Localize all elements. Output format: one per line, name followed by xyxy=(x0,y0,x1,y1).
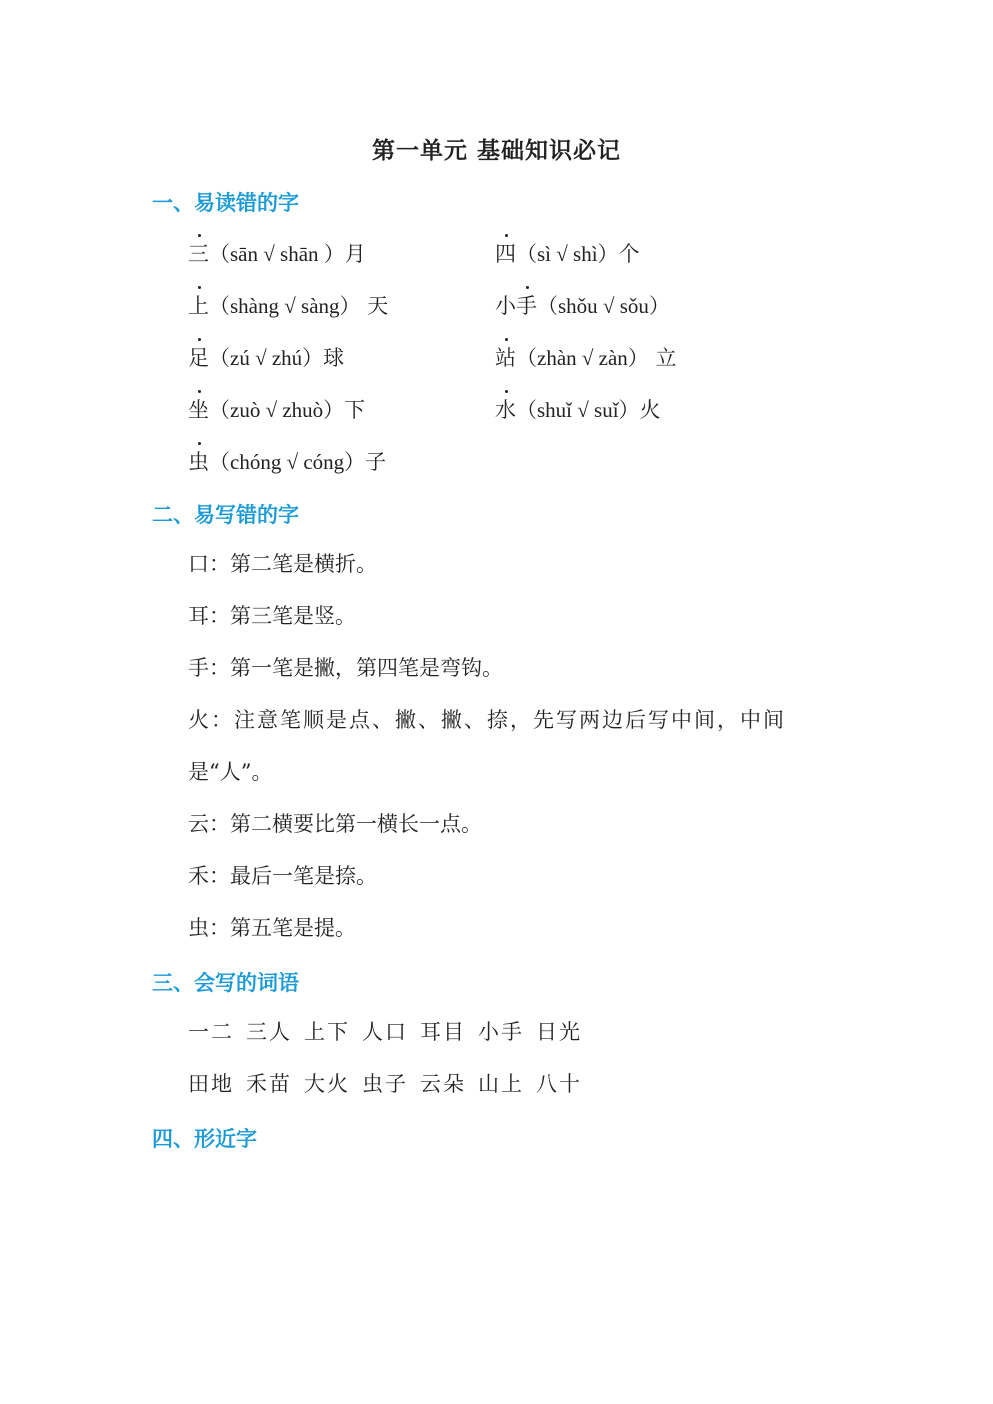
word: 一二 xyxy=(188,1020,234,1044)
pronunciation-item: 上（shàng √ sàng） 天 xyxy=(188,294,389,318)
word: 八十 xyxy=(536,1072,582,1096)
writing-note: 虫：第五笔是提。 xyxy=(188,916,356,940)
marked-char: 手 xyxy=(516,294,537,318)
marked-char: 四 xyxy=(495,242,516,266)
marked-char: 虫 xyxy=(188,450,209,474)
marked-char: 坐 xyxy=(188,398,209,422)
word: 人口 xyxy=(362,1020,408,1044)
word: 禾苗 xyxy=(246,1072,292,1096)
word: 云朵 xyxy=(420,1072,466,1096)
section-heading-words: 三、会写的词语 xyxy=(152,971,299,995)
writing-note: 火：注意笔顺是点、撇、撇、捺，先写两边后写中间，中间 xyxy=(188,708,786,732)
word: 耳目 xyxy=(420,1020,466,1044)
marked-char: 三 xyxy=(188,242,209,266)
word: 上下 xyxy=(304,1020,350,1044)
pronunciation-item: 四（sì √ shì）个 xyxy=(495,242,640,266)
section-heading-pronunciation: 一、易读错的字 xyxy=(152,191,299,215)
word-row xyxy=(188,1070,594,1098)
pronunciation-item: 水（shuǐ √ suǐ）火 xyxy=(495,398,661,422)
pronunciation-item: 小手（shǒu √ sǒu） xyxy=(495,294,670,318)
pronunciation-item: 虫（chóng √ cóng）子 xyxy=(188,450,387,474)
writing-note: 手：第一笔是撇，第四笔是弯钩。 xyxy=(188,656,503,680)
word: 三人 xyxy=(246,1020,292,1044)
word-row xyxy=(188,1018,594,1046)
section-heading-writing: 二、易写错的字 xyxy=(152,503,299,527)
pronunciation-item: 足（zú √ zhú）球 xyxy=(188,346,345,370)
word: 山上 xyxy=(478,1072,524,1096)
writing-note: 是“人”。 xyxy=(188,760,273,784)
writing-note: 耳：第三笔是竖。 xyxy=(188,604,356,628)
marked-char: 上 xyxy=(188,294,209,318)
marked-char: 足 xyxy=(188,346,209,370)
section-heading-similar-chars: 四、形近字 xyxy=(152,1127,257,1151)
word: 田地 xyxy=(188,1072,234,1096)
writing-note: 口：第二笔是横折。 xyxy=(188,552,377,576)
pronunciation-item: 站（zhàn √ zàn） 立 xyxy=(495,346,677,370)
pronunciation-item: 三（sān √ shān ）月 xyxy=(188,242,366,266)
page-title: 第一单元 基础知识必记 xyxy=(371,137,621,164)
word: 虫子 xyxy=(362,1072,408,1096)
writing-note: 云：第二横要比第一横长一点。 xyxy=(188,812,482,836)
pronunciation-item: 坐（zuò √ zhuò）下 xyxy=(188,398,366,422)
writing-note: 禾：最后一笔是捺。 xyxy=(188,864,377,888)
marked-char: 站 xyxy=(495,346,516,370)
marked-char: 水 xyxy=(495,398,516,422)
word: 大火 xyxy=(304,1072,350,1096)
word: 小手 xyxy=(478,1020,524,1044)
word: 日光 xyxy=(536,1020,582,1044)
